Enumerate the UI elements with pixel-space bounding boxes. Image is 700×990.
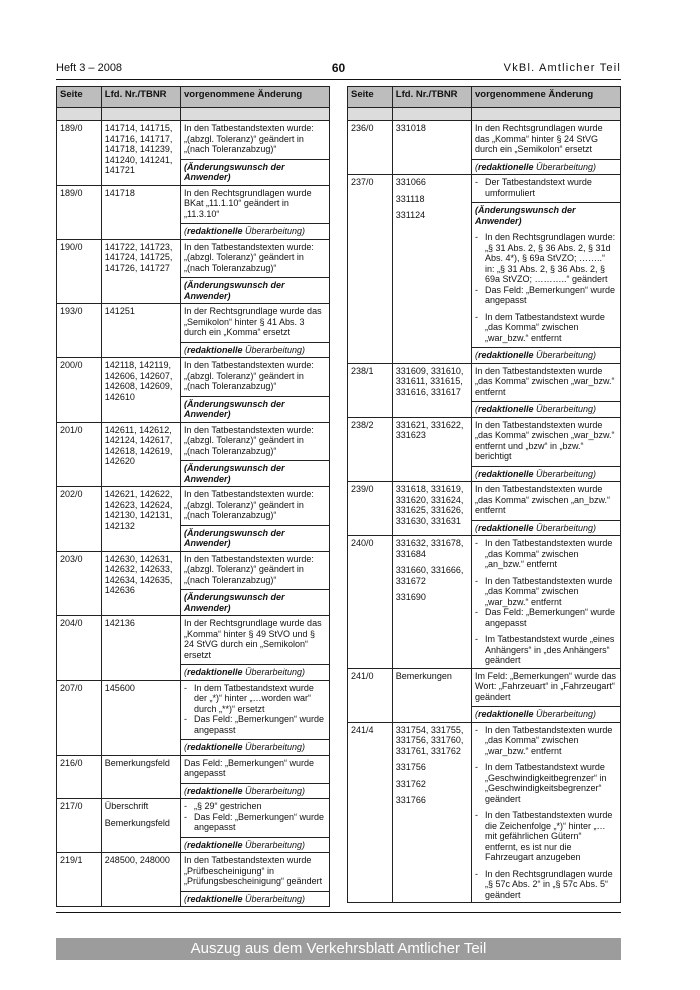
change-note (472, 347, 620, 363)
note-open: ( (474, 404, 478, 414)
dash-bullet: - (474, 634, 478, 644)
table-row (348, 363, 621, 417)
nr-text: 331124 (395, 210, 426, 220)
change-cell (180, 799, 329, 853)
dash-bullet: - (474, 284, 478, 295)
nr-cell (101, 487, 180, 552)
bullet-text: Das Feld: „Bemerkungen“ wurde angepasst (484, 284, 616, 305)
bullet-item (475, 762, 617, 804)
change-text: In den Rechtsgrundlagen wurde das „Komma“ hinter § 24 StVG durch ein „Semikolon“ ersetzt (474, 123, 603, 154)
table-row (57, 422, 330, 487)
change-note (472, 520, 620, 536)
bullet-item (475, 538, 617, 570)
change-cell (471, 175, 620, 364)
change-note (181, 589, 329, 615)
bullet-text: Der Tatbestandstext wurde umformuliert (484, 177, 592, 198)
dash-bullet: - (474, 607, 478, 617)
nr-text: 142136 (104, 618, 135, 628)
seite-cell: 202/0 (57, 487, 102, 552)
note-text: (Änderungswunsch der Anwender) (183, 463, 285, 484)
nr-text: Überschrift (104, 801, 149, 811)
note-open: ( (183, 742, 187, 752)
nr-text: 141718 (104, 187, 135, 198)
note-text: Überarbeitung) (242, 667, 306, 677)
note-keyword: redaktionelle (477, 350, 534, 360)
bullet-item (475, 634, 617, 666)
nr-cell (392, 668, 471, 722)
change-text: In den Tatbestandstexten wurde „Prüfbescheinigung“ in „Prüfungsbescheinigung“ geändert (183, 855, 323, 886)
nr-text: 142118, 142119, 142606, 142607, 142608, 142609, 142610 (104, 360, 173, 402)
table-row (57, 239, 330, 304)
bottom-rule (56, 912, 621, 913)
seite-cell: 217/0 (57, 799, 102, 853)
nr-cell (392, 722, 471, 903)
nr-cell (392, 482, 471, 536)
bullet-text: In dem Tatbestandstext wurde „das Komma“ zwischen „war_bzw.“ entfernt (484, 311, 605, 343)
dash-bullet: - (474, 724, 478, 735)
header-rule (56, 79, 621, 80)
note-text: Überarbeitung) (242, 785, 306, 796)
dash-bullet: - (183, 801, 187, 811)
note-keyword: redaktionelle (477, 522, 534, 533)
dash-bullet: - (474, 868, 478, 879)
table-row (348, 417, 621, 482)
change-cell (180, 853, 329, 907)
note-text: Überarbeitung) (533, 522, 597, 533)
change-cell (471, 668, 620, 722)
note-keyword: redaktionelle (186, 839, 243, 850)
seite-cell: 239/0 (348, 482, 393, 536)
change-note (181, 277, 329, 303)
note-keyword: redaktionelle (477, 404, 534, 414)
note-text: (Änderungswunsch der Anwender) (183, 398, 285, 419)
bullet-item (475, 285, 617, 306)
change-text: In den Tatbestandstexten wurde: „(abzgl. Toleranz)“ geändert in „(nach Toleranzabzug)“ (183, 123, 314, 154)
col-header-change: vorgenommene Änderung (180, 87, 329, 108)
table-row (348, 175, 621, 364)
bullet-item (475, 576, 617, 608)
change-note (472, 401, 620, 417)
seite-cell: 240/0 (348, 536, 393, 669)
nr-cell (392, 121, 471, 175)
change-note (472, 159, 620, 175)
nr-text: 331609, 331610, 331611, 331615, 331616, 331617 (395, 365, 464, 397)
note-keyword: redaktionelle (477, 468, 534, 479)
nr-text: 331118 (395, 193, 425, 204)
note-text: Überarbeitung) (533, 404, 597, 414)
note-keyword: redaktionelle (186, 667, 243, 677)
note-text: Überarbeitung) (533, 468, 597, 479)
change-note (181, 783, 329, 799)
note-text: Überarbeitung) (242, 226, 306, 236)
table-row (57, 551, 330, 616)
nr-text: 141251 (104, 306, 135, 316)
bullet-item (475, 869, 617, 901)
dash-bullet: - (474, 232, 478, 242)
change-note (181, 460, 329, 486)
change-text: In den Tatbestandstexten wurde „das Komma“ zwischen „an_bzw.“ entfernt (474, 484, 611, 515)
note-keyword: redaktionelle (477, 161, 534, 172)
note-open: ( (474, 468, 478, 479)
nr-text: 331660, 331666, 331672 (395, 565, 464, 586)
note-text: (Änderungswunsch der Anwender) (183, 527, 285, 548)
table-row (57, 304, 330, 358)
nr-text: Bemerkungsfeld (104, 757, 170, 768)
bullet-text: „§ 29“ gestrichen (193, 801, 262, 811)
table-row (57, 185, 330, 239)
note-open: ( (183, 839, 187, 850)
nr-text: 331766 (395, 795, 426, 805)
note-open: ( (183, 785, 187, 796)
bullet-item (184, 683, 326, 715)
note-text: Überarbeitung) (533, 350, 597, 360)
change-cell (471, 722, 620, 903)
nr-cell (101, 239, 180, 304)
nr-cell (101, 616, 180, 681)
seite-cell: 238/2 (348, 417, 393, 482)
bullet-item (475, 725, 617, 757)
seite-cell: 236/0 (348, 121, 393, 175)
change-cell (471, 482, 620, 536)
nr-text: 331618, 331619, 331620, 331624, 331625, 331626, 331630, 331631 (395, 484, 464, 526)
seite-cell: 204/0 (57, 616, 102, 681)
table-row (348, 668, 621, 722)
change-note (181, 739, 329, 755)
page-header (56, 60, 621, 76)
table-row (57, 755, 330, 799)
change-cell (180, 487, 329, 552)
bullet-item (184, 812, 326, 833)
bullet-text: In den Rechtsgrundlagen wurde „§ 57c Abs. 2“ in „§ 57c Abs. 5“ geändert (484, 868, 613, 900)
note-open: ( (474, 709, 478, 719)
col-header-nr: Lfd. Nr./TBNR (101, 87, 180, 108)
change-cell (471, 363, 620, 417)
change-note (181, 396, 329, 422)
note-keyword: redaktionelle (186, 785, 243, 796)
note-text: Überarbeitung) (242, 742, 306, 752)
dash-bullet: - (474, 810, 478, 820)
changes-table-right (347, 86, 621, 903)
note-open: ( (183, 893, 187, 904)
dash-bullet: - (183, 714, 187, 724)
note-keyword: redaktionelle (186, 742, 243, 752)
change-cell (180, 185, 329, 239)
issue-label: Heft 3 – 2008 (56, 62, 123, 74)
table-row (348, 121, 621, 175)
nr-text: 331621, 331622, 331623 (395, 419, 464, 440)
seite-cell: 193/0 (57, 304, 102, 358)
nr-text: 331762 (395, 778, 426, 789)
change-text: In den Tatbestandstexten wurde: „(abzgl. Toleranz)“ geändert in „(nach Toleranzabzug)“ (183, 553, 314, 585)
shaded-spacer-row (348, 108, 621, 121)
nr-text: 142611, 142612, 142124, 142617, 142618, 142619, 142620 (104, 424, 173, 466)
seite-cell: 219/1 (57, 853, 102, 907)
bullet-item (184, 714, 326, 735)
change-text: In den Tatbestandstexten wurde: „(abzgl. Toleranz)“ geändert in „(nach Toleranzabzug)“ (183, 360, 314, 391)
nr-cell (101, 304, 180, 358)
change-cell (180, 422, 329, 487)
nr-cell (101, 853, 180, 907)
note-text: (Änderungswunsch der Anwender) (183, 161, 285, 182)
seite-cell: 189/0 (57, 121, 102, 186)
page-number: 60 (331, 61, 346, 75)
table-row (57, 799, 330, 853)
nr-cell (392, 536, 471, 669)
table-row (57, 680, 330, 755)
nr-text: 331018 (395, 123, 426, 133)
change-text: Im Feld: „Bemerkungen“ wurde das Wort: „Fahrzeuart“ in „Fahrzeugart“ geändert (474, 670, 617, 702)
shaded-spacer-row (57, 108, 330, 121)
note-text: Überarbeitung) (533, 709, 597, 719)
nr-text: 141722, 141723, 141724, 141725, 141726, 141727 (104, 241, 173, 273)
note-open: ( (474, 350, 478, 360)
seite-cell: 207/0 (57, 680, 102, 755)
change-cell (471, 121, 620, 175)
bullet-item (475, 810, 617, 863)
dash-bullet: - (474, 177, 478, 187)
bullet-item (475, 312, 617, 344)
change-note (181, 525, 329, 551)
col-header-nr: Lfd. Nr./TBNR (392, 87, 471, 108)
nr-cell (392, 363, 471, 417)
change-text: In den Tatbestandstexten wurde „das Komma“ zwischen „war_bzw.“ entfernt und „bzw“ in „bzw.“ berichtigt (474, 419, 615, 461)
seite-cell: 201/0 (57, 422, 102, 487)
seite-cell: 190/0 (57, 239, 102, 304)
change-cell (180, 121, 329, 186)
change-cell (180, 755, 329, 799)
change-text: In der Rechtsgrundlage wurde das „Komma“ hinter § 49 StVO und § 24 StVG durch ein „Semikolon“ ersetzt (183, 618, 322, 660)
nr-text: 331690 (395, 592, 426, 602)
nr-cell (101, 358, 180, 423)
table-row (348, 722, 621, 903)
note-keyword: redaktionelle (477, 709, 534, 719)
nr-text: 331066 (395, 177, 426, 187)
note-keyword: redaktionelle (186, 893, 243, 904)
change-cell (180, 680, 329, 755)
bullet-text: In dem Tatbestandstext wurde der „*)“ hinter „…worden war“ durch „**)“ ersetzt (193, 682, 314, 714)
note-open: ( (474, 161, 478, 172)
change-text: In den Rechtsgrundlagen wurde BKat „11.1.10“ geändert in „11.3.10“ (183, 187, 312, 219)
bullet-text: Das Feld: „Bemerkungen“ wurde angepasst (484, 607, 616, 628)
nr-cell (101, 121, 180, 186)
nr-text: 331632, 331678, 331684 (395, 538, 464, 559)
nr-cell (101, 551, 180, 616)
seite-cell: 237/0 (348, 175, 393, 364)
note-text: Überarbeitung) (242, 344, 306, 355)
nr-cell (101, 680, 180, 755)
bullet-text: In den Rechtsgrundlagen wurde: „§ 31 Abs. 2, § 36 Abs. 2, § 31d Abs. 4*), § 69a StVZO; ……..“ in: „§ 31 Abs. 2, § 36 Abs. 2, § 69a StVZO; ………..“ geändert (484, 232, 616, 284)
bullet-item (475, 177, 617, 198)
bullet-text: Das Feld: „Bemerkungen“ wurde angepasst (193, 811, 325, 832)
change-note (472, 706, 620, 722)
bullet-text: In dem Tatbestandstext wurde „Geschwindigkeitbegrenzer“ in „Geschwindigkeitsbegrenzer“ geändert (484, 762, 607, 804)
change-note (181, 664, 329, 680)
seite-cell: 241/4 (348, 722, 393, 903)
note-text: Überarbeitung) (242, 893, 306, 904)
nr-cell (101, 755, 180, 799)
change-note (181, 223, 329, 239)
dash-bullet: - (474, 538, 478, 548)
change-text: In den Tatbestandstexten wurde: „(abzgl. Toleranz)“ geändert in „(nach Toleranzabzug)“ (183, 489, 314, 520)
nr-text: Bemerkungen (395, 670, 452, 681)
seite-cell: 241/0 (348, 668, 393, 722)
table-row (57, 487, 330, 552)
change-text: In den Tatbestandstexten wurde: „(abzgl. Toleranz)“ geändert in „(nach Toleranzabzug)“ (183, 424, 314, 456)
col-header-change: vorgenommene Änderung (471, 87, 620, 108)
bullet-item (184, 801, 326, 812)
nr-text: 331754, 331755, 331756, 331760, 331761, 331762 (395, 724, 464, 756)
change-text: Das Feld: „Bemerkungen“ wurde angepasst (183, 757, 315, 778)
change-cell (180, 616, 329, 681)
seite-cell: 200/0 (57, 358, 102, 423)
bullet-text: Im Tatbestandstext wurde „eines Anhängers“ in „des Anhängers“ geändert (484, 634, 615, 665)
nr-cell (101, 799, 180, 853)
table-row (348, 482, 621, 536)
bullet-text: In den Tatbestandstexten wurde „das Komma“ zwischen „war_bzw.“ entfernt (484, 575, 613, 607)
table-header-row (57, 87, 330, 108)
dash-bullet: - (474, 311, 478, 322)
bullet-text: Das Feld: „Bemerkungen“ wurde angepasst (193, 714, 325, 735)
note-text: Überarbeitung) (533, 161, 597, 172)
change-note (181, 837, 329, 853)
change-cell (471, 417, 620, 482)
table-row (57, 358, 330, 423)
note-open: ( (183, 344, 187, 355)
nr-cell (392, 417, 471, 482)
col-header-seite: Seite (57, 87, 102, 108)
change-cell (180, 304, 329, 358)
bullet-text: In den Tatbestandstexten wurde die Zeichenfolge „*)“ hinter „…mit gefährlichen Gütern“ entfernt, es ist nur die Fahrzeugart anzugeben (484, 810, 613, 862)
note-text: (Änderungswunsch der Anwender) (474, 205, 576, 226)
bullet-item (475, 232, 617, 285)
dash-bullet: - (474, 575, 478, 586)
note-open: ( (474, 522, 478, 533)
note-text: (Änderungswunsch der Anwender) (183, 280, 285, 301)
nr-text: 145600 (104, 682, 135, 693)
nr-text: 142621, 142622, 142623, 142624, 142130, 142131, 142132 (104, 489, 173, 531)
change-cell (180, 358, 329, 423)
change-cell (180, 551, 329, 616)
footer-banner: Auszug aus dem Verkehrsblatt Amtlicher Teil (56, 938, 621, 960)
nr-cell (392, 175, 471, 364)
note-text: (Änderungswunsch der Anwender) (183, 592, 285, 613)
change-note (472, 466, 620, 482)
nr-text: 142630, 142631, 142632, 142633, 142634, 142635, 142636 (104, 553, 173, 595)
table-row (57, 121, 330, 186)
nr-text: 331756 (395, 762, 426, 772)
change-text: In den Tatbestandstexten wurde „das Komma“ zwischen „war_bzw.“ entfernt (474, 365, 615, 397)
nr-text: 141714, 141715, 141716, 141717, 141718, 141239, 141240, 141241, 141721 (104, 123, 173, 175)
change-cell (471, 536, 620, 669)
dash-bullet: - (474, 762, 478, 772)
change-text: In den Tatbestandstexten wurde: „(abzgl. Toleranz)“ geändert in „(nach Toleranzabzug)“ (183, 241, 314, 273)
col-header-seite: Seite (348, 87, 393, 108)
dash-bullet: - (183, 811, 187, 822)
change-note (181, 159, 329, 185)
nr-cell (101, 422, 180, 487)
seite-cell: 189/0 (57, 185, 102, 239)
change-note (181, 891, 329, 907)
note-open: ( (183, 226, 187, 236)
seite-cell: 203/0 (57, 551, 102, 616)
note-keyword: redaktionelle (186, 344, 243, 355)
nr-cell (101, 185, 180, 239)
bullet-text: In den Tatbestandstexten wurde „das Komma“ zwischen „an_bzw.“ entfernt (484, 538, 613, 569)
change-text: In der Rechtsgrundlage wurde das „Semikolon“ hinter § 41 Abs. 3 durch ein „Komma“ ersetzt (183, 306, 322, 337)
publication-title: VkBl. Amtlicher Teil (503, 62, 621, 74)
changes-table-left (56, 86, 330, 907)
nr-text: 248500, 248000 (104, 855, 170, 865)
table-row (57, 853, 330, 907)
change-note (181, 342, 329, 358)
bullet-item (475, 607, 617, 628)
note-text: Überarbeitung) (242, 839, 306, 850)
table-row (57, 616, 330, 681)
seite-cell: 238/1 (348, 363, 393, 417)
nr-text: Bemerkungsfeld (104, 817, 170, 828)
table-header-row (348, 87, 621, 108)
change-note (472, 202, 620, 228)
change-cell (180, 239, 329, 304)
dash-bullet: - (183, 682, 187, 693)
note-open: ( (183, 667, 187, 677)
bullet-text: In den Tatbestandstexten wurde „das Komma“ zwischen „war_bzw.“ entfernt (484, 724, 613, 756)
table-row (348, 536, 621, 669)
seite-cell: 216/0 (57, 755, 102, 799)
note-keyword: redaktionelle (186, 226, 243, 236)
